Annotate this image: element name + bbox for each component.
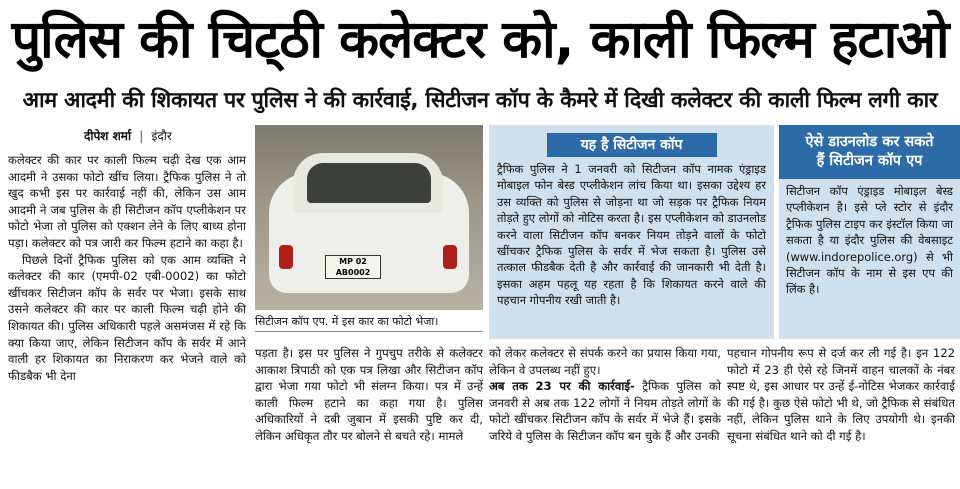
column-3-text-1: को लेकर कलेक्टर से संपर्क करने का प्रयास किया गया, लेकिन वे उपलब्ध नहीं हुए। — [489, 346, 721, 377]
car-rear-window — [307, 163, 431, 203]
column-4-text: पहचान गोपनीय रूप से दर्ज कर ली गई है। इन 122 फोटो में 23 ही ऐसे रहे जिनमें वाहन चालकों के नंबर स्पष्ट थे, इस आधार पर उन्हें ई-नोटिस भेजकर कार्रवाई की गई है। कुछ ऐसे फोटो भी थे, जो ट्रैफिक से संबंधित नहीं, लेकिन पुलिस थाने के लिए उपयोगी थे। इनकी सूचना संबंधित थाने को दी गई है। — [727, 346, 955, 443]
download-box-title-line-2: हैं सिटीजन कॉप एप — [816, 153, 923, 169]
column-3-text-2: ट्रैफिक पुलिस को जनवरी से अब तक 122 लोगों ने नियम तोड़ते लोगों के फोटो खींचकर सिटीजन कॉप के सर्वर में भेजे हैं। इसके जरिये वे पुलिस के सिटीजन कॉप बन चुके हैं और उनकी — [489, 379, 721, 443]
news-photo — [255, 125, 483, 310]
column-3-paragraph-2 — [489, 378, 721, 444]
car-tail-lamp-left — [279, 245, 293, 269]
article-column-4 — [727, 345, 955, 445]
download-box-title-line-1: ऐसे डाउनलोड कर सकते — [805, 134, 934, 150]
paragraph-1: कलेक्टर की कार पर काली फिल्म चढ़ी देख एक आम आदमी ने उसका फोटो खींच लिया। ट्रैफिक पुलिस ने तो खुद कभी इस पर कार्रवाई नहीं की, लेकिन उस आम आदमी ने जब पुलिस के ही सिटीजन कॉप एप्लीकेशन पर फोटो भेजा तो पुलिस को एक्शन लेने के लिए बाध्य होना पड़ा। कलेक्टर को पत्र जारी कर फिल्म हटाने का कहा है। — [8, 153, 246, 250]
byline — [84, 127, 172, 144]
info-box-citizen-cop — [489, 125, 774, 339]
download-box-title — [779, 125, 960, 179]
headline: पुलिस की चिट्‌ठी कलेक्टर को, काली फिल्म हटाओ — [11, 10, 949, 70]
article-column-1 — [8, 152, 246, 384]
info-box-title: यह है सिटीजन कॉप — [547, 133, 717, 157]
byline-place: इंदौर — [151, 129, 172, 143]
article-column-2 — [255, 345, 483, 445]
subheading-action: अब तक 23 पर की कार्रवाई- — [489, 379, 635, 394]
subheadline: आम आदमी की शिकायत पर पुलिस ने की कार्रवाई, सिटीजन कॉप के कैमरे में दिखी कलेक्टर की काली फिल्म लगी कार — [22, 88, 938, 113]
article-column-3 — [489, 345, 721, 445]
paragraph-2: पिछले दिनों ट्रैफिक पुलिस को एक आम व्यक्ति ने कलेक्टर की कार (एमपी-02 एबी-0002) का फोटो खींचकर सिटीजन कॉप के सर्वर पर भेजा। इसके साथ उसने कलेक्टर की कार पर काली फिल्म चढ़ी होने की शिकायत की। पुलिस अधिकारी पहले असमंजस में रहे कि क्या किया जाए, लेकिन सिटीजन कॉप के सर्वर में आने वाली हर शिकायत का निराकरण कर भेजने वाले को फीडबैक भी देना — [8, 252, 246, 383]
byline-author: दीपेश शर्मा — [84, 129, 132, 143]
info-box-body: ट्रैफिक पुलिस ने 1 जनवरी को सिटीजन कॉप नामक एंड्राइड मोबाइल फोन बेस्ड एप्लीकेशन लांच किया था। इसका उद्देश्य हर उस व्यक्ति को पुलिस से जोड़ना था जो सड़क पर ट्रैफिक नियम तोड़ते हुए लोगों को नोटिस करता है। इस एप्लीकेशन को डाउनलोड करने वाला सिटीजन कॉप बनकर नियम तोड़ने वालों के फोटो खींचकर ट्रैफिक पुलिस के सर्वर में भेज सकता है। पुलिस उसे तत्काल फीडबैक देती है और कार्रवाई की जानकारी भी देती है। इसका अहम पहलू यह रहता है कि शिकायत करने वाले की पहचान गोपनीय रखी जाती है। — [497, 162, 766, 308]
number-plate — [325, 255, 381, 279]
plate-line-2: AB0002 — [335, 268, 371, 277]
info-box-download — [779, 125, 960, 339]
car-tail-lamp-right — [443, 245, 457, 269]
photo-caption: सिटीजन कॉप एप. में इस कार का फोटो भेजा। — [255, 312, 483, 332]
download-box-body: सिटीजन कॉप एंड्राइड मोबाइल बेस्ड एप्लीकेशन है। इसे प्ले स्टोर से इंदौर ट्रैफिक पुलिस टाइप कर इंस्टॉल किया जा सकता है या इंदौर पुलिस की वेबसाइट (www.indorepolice.org) से भी सिटीजन कॉप के नाम से इस एप की लिंक है। — [786, 184, 953, 297]
plate-line-1: MP 02 — [339, 257, 367, 266]
column-2-text: पड़ता है। इस पर पुलिस ने गुपचुप तरीके से कलेक्टर आकाश त्रिपाठी को एक पत्र लिखा और सिटीजन कॉप द्वारा भेजा गया फोटो भी संलग्न किया। पत्र में उन्हें काली फिल्म हटाने का कहा गया है। पुलिस अधिकारियों ने दबी जुबान में इसकी पुष्टि कर दी, लेकिन अधिकृत तौर पर बोलने से बचते रहे। मामले — [255, 346, 483, 443]
byline-separator: | — [139, 129, 144, 143]
